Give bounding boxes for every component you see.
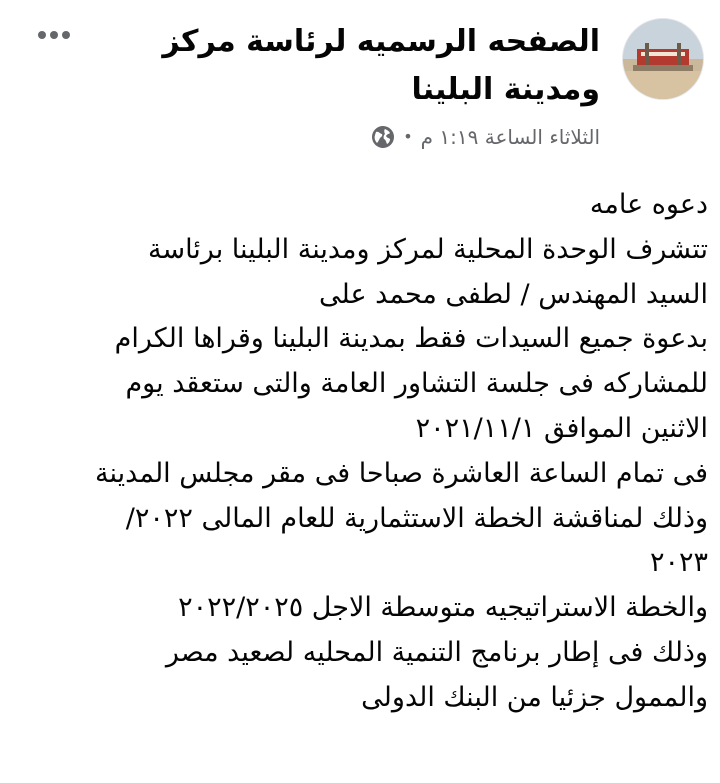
post-line: ٢٠٢٣: [649, 547, 708, 579]
post-timestamp[interactable]: الثلاثاء الساعة ١:١٩ م: [420, 125, 600, 149]
page-name[interactable]: الصفحه الرسميه لرئاسة مركز ومدينة البلينا: [162, 24, 600, 107]
post-line: وذلك لمناقشة الخطة الاستثمارية للعام المالى ٢٠٢٢/: [125, 502, 708, 534]
post-line: تتشرف الوحدة المحلية لمركز ومدينة البلينا برئاسة: [147, 233, 708, 265]
page-avatar[interactable]: [622, 18, 704, 100]
globe-icon[interactable]: [371, 125, 395, 149]
post-line: والخطة الاستراتيجيه متوسطة الاجل ٢٠٢٢/٢٠٢٥: [178, 592, 708, 624]
more-dot: [50, 31, 58, 39]
post-body: [12, 183, 708, 721]
post-line: بدعوة جميع السيدات فقط بمدينة البلينا وقراها الكرام: [114, 323, 708, 355]
post-line: والممول جزئيا من البنك الدولى: [361, 681, 708, 713]
page-avatar-image: [623, 19, 703, 99]
post-line: السيد المهندس / لطفى محمد على: [319, 278, 708, 310]
more-dot: [38, 31, 46, 39]
meta-separator: •: [403, 127, 413, 146]
post-line: وذلك فى إطار برنامج التنمية المحليه لصعيد مصر: [165, 636, 708, 668]
post-line: فى تمام الساعة العاشرة صباحا فى مقر مجلس المدينة: [95, 457, 708, 489]
post-meta: [371, 120, 600, 154]
post-line: للمشاركه فى جلسة التشاور العامة والتى ستعقد يوم: [125, 368, 708, 400]
post-line: دعوه عامه: [589, 189, 708, 220]
more-dot: [62, 31, 70, 39]
more-options-button[interactable]: [34, 20, 74, 50]
post-line: الاثنين الموافق ٢٠٢١/١١/١: [415, 412, 708, 444]
